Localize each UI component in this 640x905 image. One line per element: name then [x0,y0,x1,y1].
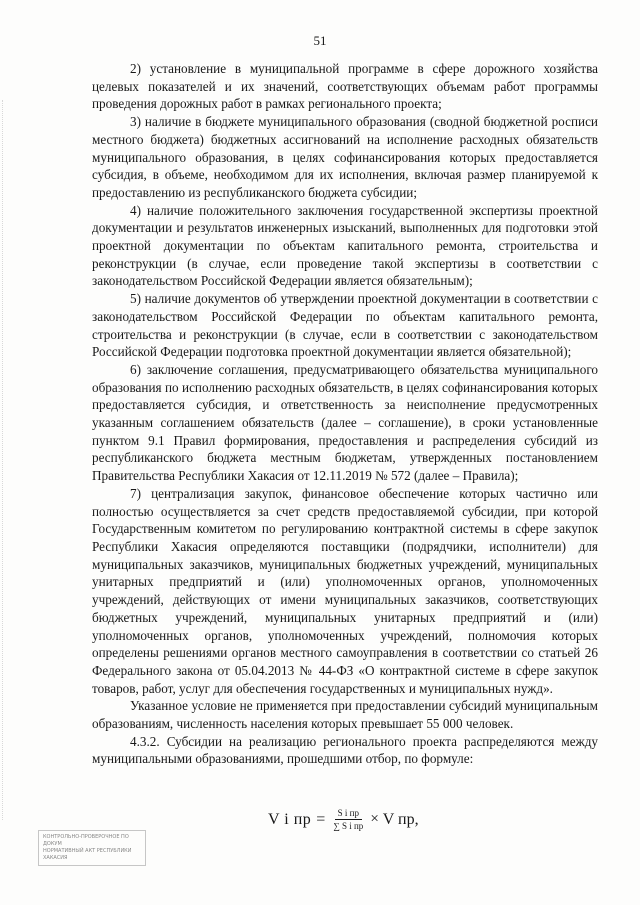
stamp-line: ХАКАСИЯ [43,855,68,861]
paragraph-condition-2: 2) установление в муниципальной программе в сфере дорожного хозяйства целевых показателей и их значений, соответствующих объемам работ программы проведения дорожных работ в рамках регионального проекта; [92,61,598,112]
paragraph-condition-3: 3) наличие в бюджете муниципального образования (сводной бюджетной росписи местного бюджета) бюджетных ассигнований на исполнение расходных обязательств муниципального образования, в целях софинансирования которых предоставляется субсидия, в объеме, необходимом для их исполнения, включая размер планируемой к предоставлению из республиканского бюджета субсидии; [92,114,598,200]
paragraph-4-3-2: 4.3.2. Субсидии на реализацию регионального проекта распределяются между муниципальными образованиями, прошедшими отбор, по формуле: [92,733,598,767]
formula-times: × [370,811,379,827]
formula-fraction [333,808,363,831]
document-body [92,60,598,768]
paragraph-condition-6: 6) заключение соглашения, предусматривающего обязательства муниципального образования по исполнению расходных обязательств, в целях софинансирования которых предоставляется субсидия, и ответственность за неисполнение предусмотренных указанным соглашением обязательств (далее – соглашение), в сроки установленные пунктом 9.1 Правил формирования, предоставления и распределения субсидий из республиканского бюджета местным бюджетам, утвержденных постановлением Правительства Республики Хакасия от 12.11.2019 № 572 (далее – Правила); [92,361,598,484]
stamp-line: КОНТРОЛЬНО-ПРОВЕРОЧНОЕ ПО ДОКУМ [43,834,129,847]
formula-lhs: V i пр [268,810,312,828]
registration-stamp [38,830,146,866]
paragraph-condition-5: 5) наличие документов об утверждении проектной документации в соответствии с законодательством Российской Федерации по объектам капитального ремонта, строительства и реконструкции (в случае, если в соответствии с законодательством Российской Федерации подготовка проектной документации является обязательной); [92,291,598,360]
paragraph-condition-7: 7) централизация закупок, финансовое обеспечение которых частично или полностью осуществляется за счет средств предоставляемой субсидии, при которой Государственным комитетом по регулированию контрактной системы в сфере закупок Республики Хакасия определяются поставщики (подрядчики, исполнители) для муниципальных заказчиков, муниципальных бюджетных учреждений, муниципальных унитарных предприятий и (или) уполномоченных органов, уполномоченных учреждений, действующих от имени муниципальных заказчиков, соответствующих бюджетных учреждений, муниципальных унитарных предприятий и (или) уполномоченных органов, уполномоченных учреждений, полномочия которых определены решениями органов местного самоуправления в соответствии со статьей 26 Федерального закона от 05.04.2013 № 44-ФЗ «О контрактной системе в сфере закупок товаров, работ, услуг для обеспечения государственных и муниципальных нужд». [92,485,598,696]
formula-denominator: ∑ S i пр [333,821,364,831]
formula-equals: = [316,810,326,828]
page-number: 51 [313,33,327,48]
formula-numerator: S i пр [335,808,362,820]
paragraph-condition-4: 4) наличие положительного заключения государственной экспертизы проектной документации и результатов инженерных изысканий, выполненных для подготовки этой проектной документации по объектам капитального ремонта, строительства и реконструкции (в случае, если проведение такой экспертизы в соответствии с законодательством Российской Федерации является обязательным); [92,202,598,289]
distribution-formula [268,808,419,831]
stamp-line: НОРМАТИВНЫЙ АКТ РЕСПУБЛИКИ [43,848,132,854]
paragraph-exception: Указанное условие не применяется при предоставлении субсидий муниципальным образованиям, численность населения которых превышает 55 000 человек. [92,698,598,732]
formula-rhs: V пр, [382,810,419,828]
scan-margin-marks [2,100,15,820]
